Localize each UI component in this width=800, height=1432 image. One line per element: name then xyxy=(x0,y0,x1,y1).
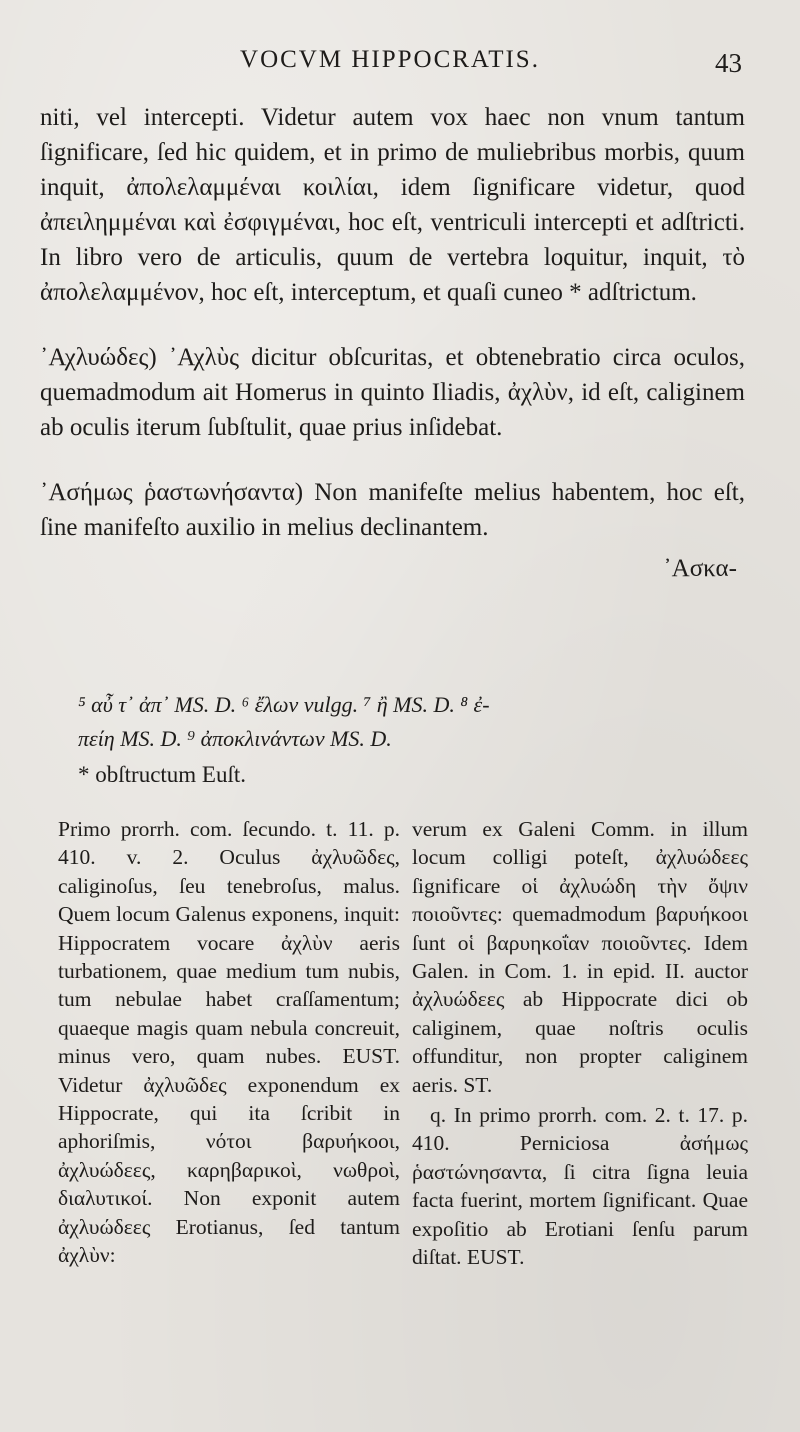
paragraph-achlyodes: ᾿Αχλυώδες) ᾿Αχλὺς dicitur obſcuritas, et obtenebratio circa oculos, quemadmodum ait Homerus in quinto Iliadis, ἀχλὺν, id eſt, caliginem ab oculis iterum ſubſtulit, quae prius inſidebat. xyxy=(40,344,745,441)
paragraph-asemos: ᾿Ασήμως ῥαστωνήσαντα) Non manifeſte melius habentem, hoc eſt, ſine manifeſto auxilio in melius declinantem. xyxy=(40,479,745,541)
footnote: * obſtructum Euſt. xyxy=(78,762,247,787)
commentary-right-column xyxy=(412,815,748,1272)
commentary-columns xyxy=(58,815,748,1385)
variant-line: ⁵ αὖ τ᾿ ἀπ᾿ MS. D. ⁶ ἔλων vulgg. ⁷ ἢ MS. D. ⁸ ἐ- xyxy=(78,692,490,717)
paragraph-apolelammenai: niti, vel intercepti. Videtur autem vox haec non vnum tantum ſignificare, ſed hic quidem, et in primo de muliebribus morbis, quum inquit, ἀπολελαμμέναι κοιλίαι, idem ſignificare videtur, quod ἀπειλημμέναι καὶ ἐσφιγμέναι, hoc eſt, ventriculi intercepti et adſtricti. In libro vero de articulis, quum de vertebra loquitur, inquit, τὸ ἀπολελαμμένον, hoc eſt, interceptum, et quaſi cuneo * adſtrictum. xyxy=(40,104,745,306)
variant-line: πείη MS. D. ⁹ ἀποκλινάντων MS. D. xyxy=(78,726,392,751)
main-text xyxy=(40,100,745,586)
page-header xyxy=(40,40,740,80)
page-number: 43 xyxy=(715,48,742,78)
commentary-paragraph: Primo prorrh. com. ſecundo. t. 11. p. 410. v. 2. Oculus ἀχλυῶδες, caliginoſus, ſeu tenebroſus, malus. Quem locum Galenus exponens, inquit: Hippocratem vocare ἀχλὺν aeris turbationem, quae medium tum nubis, tum nebulae habet craſſamentum; quaeque magis quam nebula concreuit, minus vero, quam nubes. EUST. Videtur ἀχλυῶδες exponendum ex Hippocrate, qui ita ſcribit in aphoriſmis, νότοι βαρυήκοοι, ἀχλυώδεες, καρηβαρικοὶ, νωθροὶ, διαλυτικοί. Non exponit autem ἀχλυώδεες Erotianus, ſed tantum ἀχλὺν: xyxy=(58,817,400,1268)
running-head: VOCVM HIPPOCRATIS. xyxy=(240,46,540,73)
commentary-left-column xyxy=(58,815,400,1270)
commentary-paragraph: q. In primo prorrh. com. 2. t. 17. p. 410. Perniciosa ἀσήμως ῥαστώνησαντα, ſi citra ſigna leuia facta fuerint, mortem ſignificant. Quae expoſitio ab Erotiani ſenſu parum diſtat. EUST. xyxy=(412,1103,748,1270)
catchword: ᾿Ασκα- xyxy=(663,555,737,582)
variant-readings xyxy=(78,688,748,756)
commentary-paragraph: verum ex Galeni Comm. in illum locum colligi poteſt, ἀχλυώδεες ſignificare οἱ ἀχλυώδη τὴν ὄψιν ποιοῦντες: quemadmodum βαρυήκοοι ſunt οἱ βαρυηκοΐαν ποιοῦντες. Idem Galen. in Com. 1. in epid. II. auctor ἀχλυώδεες ab Hippocrate dici ob caliginem, quae noſtris oculis offunditur, non propter caliginem aeris. ST. xyxy=(412,817,748,1097)
